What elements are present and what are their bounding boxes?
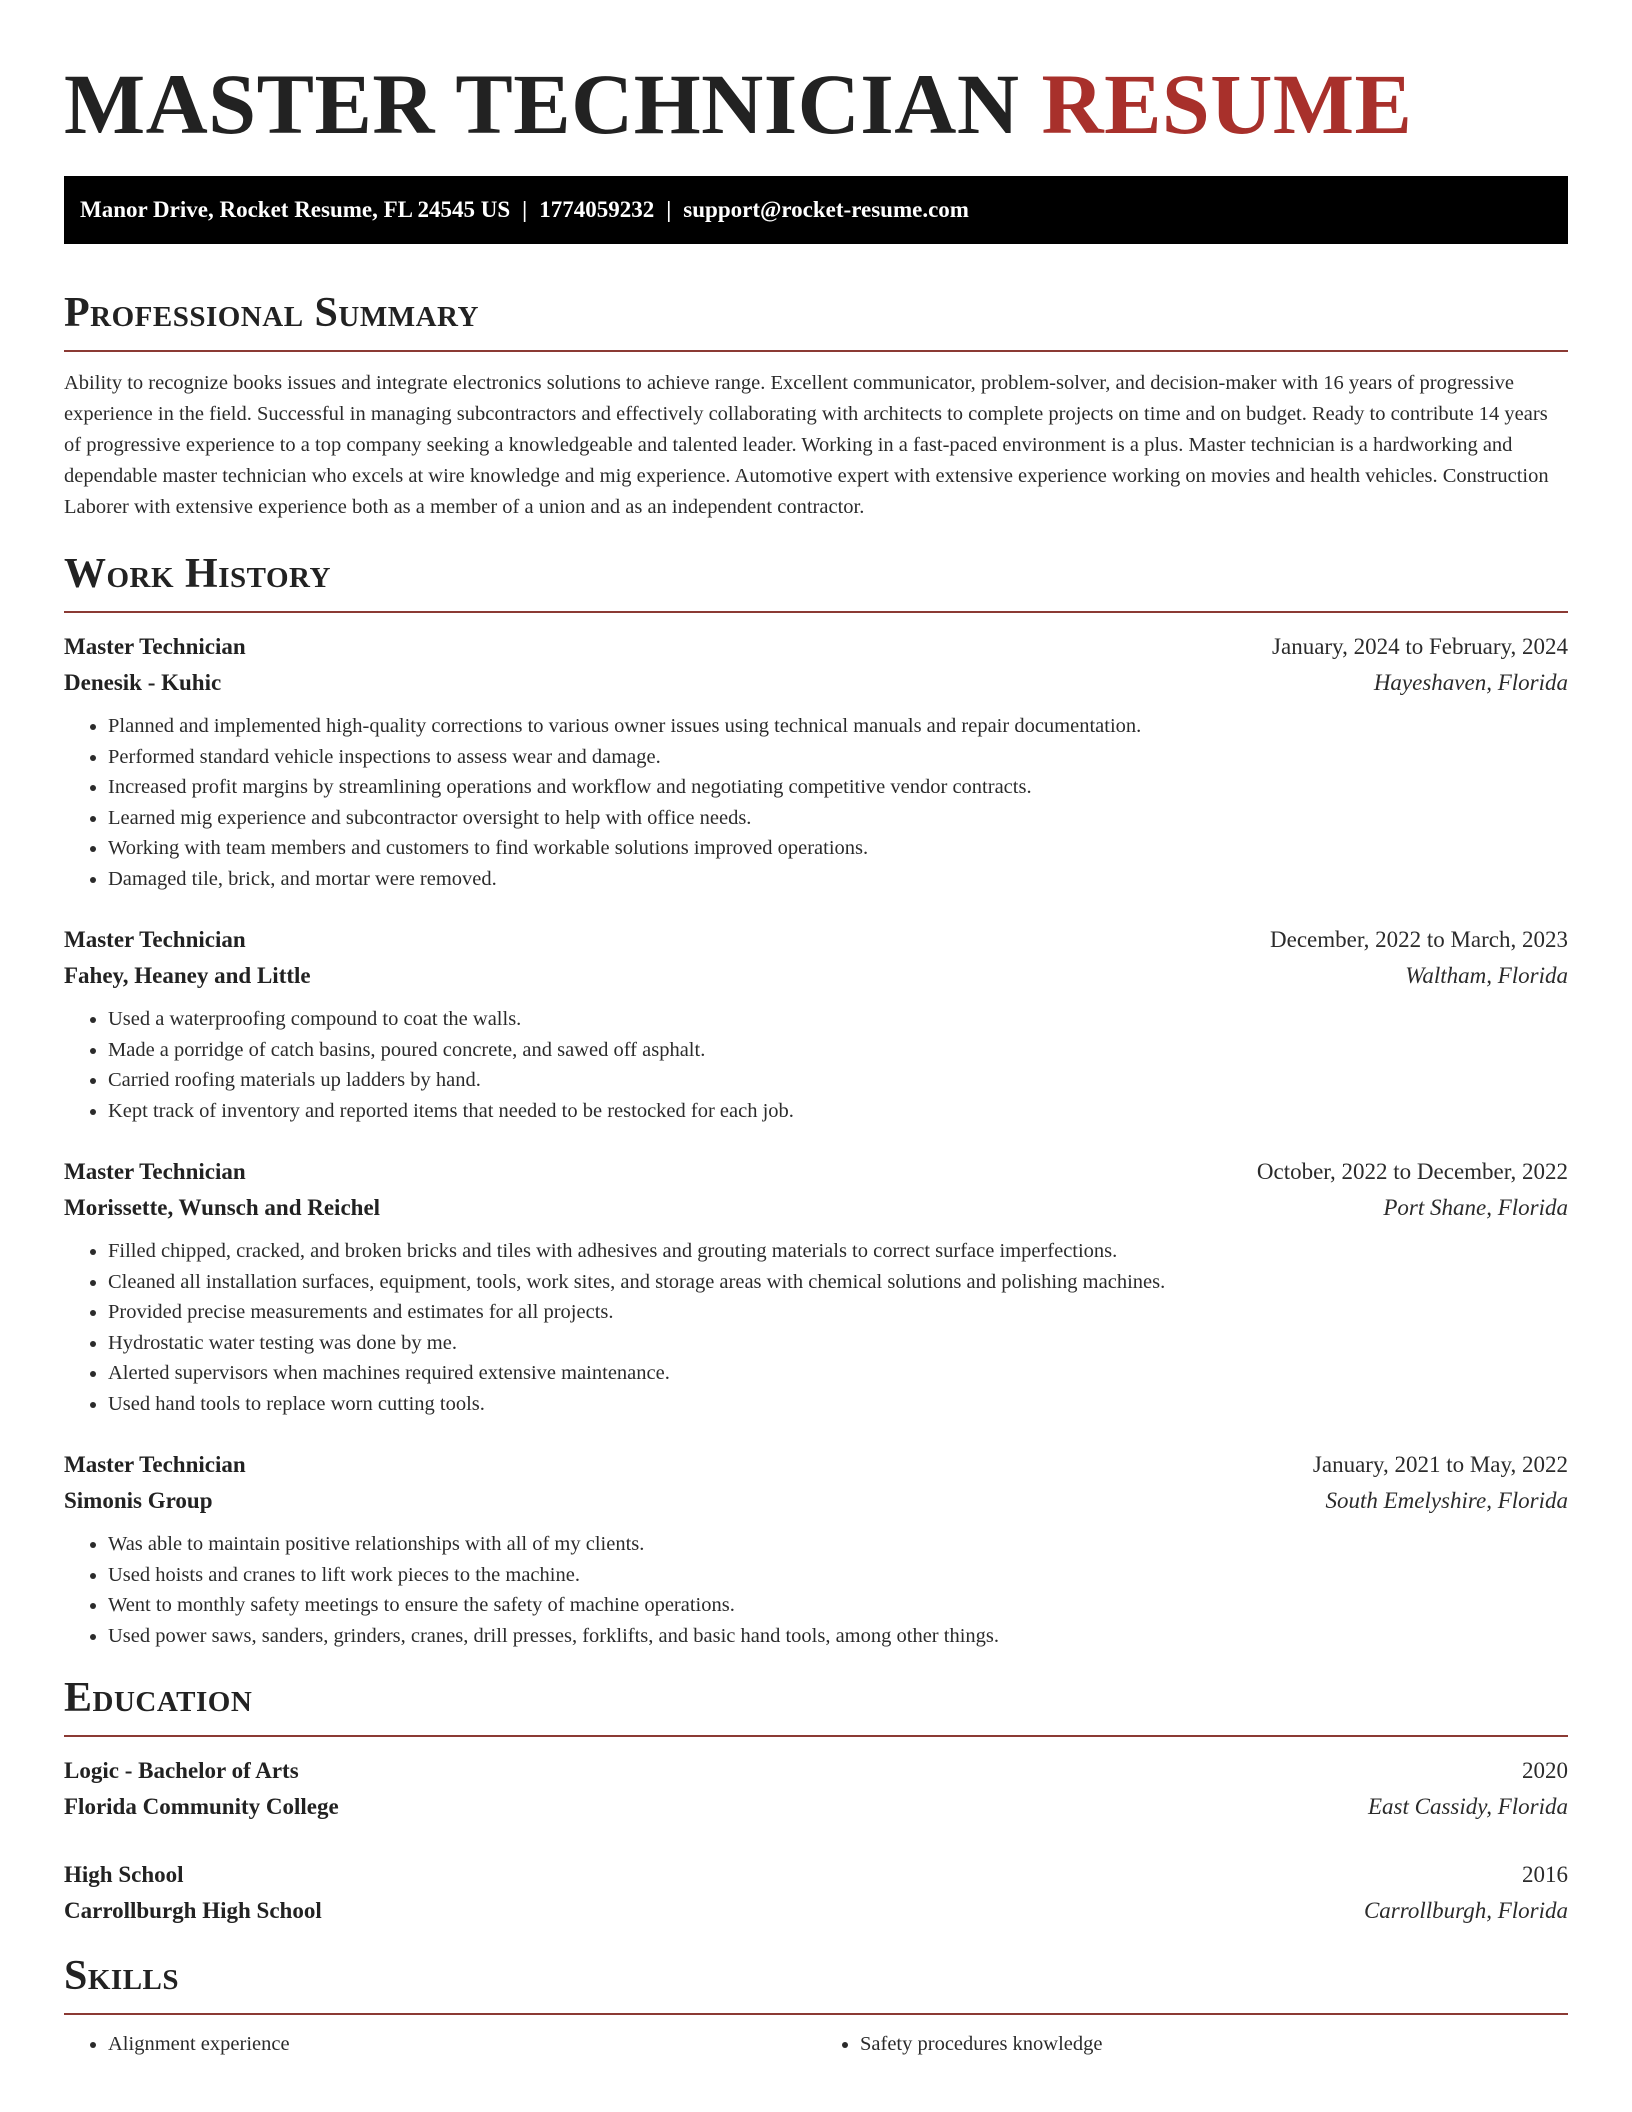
education-location: East Cassidy, Florida [1368,1794,1568,1819]
job-title: Master Technician [64,927,246,952]
job-dates: January, 2021 to May, 2022 [1312,1452,1568,1477]
contact-address: Manor Drive, Rocket Resume, FL 24545 US [80,197,511,222]
job-entry [64,922,1568,1126]
job-dates: October, 2022 to December, 2022 [1256,1159,1568,1184]
job-company-row [64,1483,1568,1519]
job-bullet: • Kept track of inventory and reported items that needed to be restocked for each job. [108,1096,1568,1127]
education-school: Florida Community College [64,1794,339,1819]
job-location: Waltham, Florida [1405,963,1568,988]
contact-bar [64,176,1568,244]
job-entry [64,1154,1568,1419]
job-bullet: • Was able to maintain positive relationships with all of my clients. [108,1529,1568,1560]
resume-title [64,0,1568,176]
section-divider [64,2013,1568,2015]
education-degree-row [64,1857,1568,1893]
job-bullet: • Used a waterproofing compound to coat the walls. [108,1004,1568,1035]
education-school-row [64,1789,1568,1825]
skills-columns [64,2029,1568,2060]
job-bullets [64,711,1568,894]
contact-separator: | [666,197,672,222]
section-divider [64,350,1568,352]
education-entry [64,1857,1568,1929]
contact-separator: | [522,197,528,222]
skills-list-right [816,2029,1568,2060]
job-bullet: • Hydrostatic water testing was done by me. [108,1328,1568,1359]
job-bullet: • Filled chipped, cracked, and broken bricks and tiles with adhesives and grouting materials to correct surface imperfections. [108,1236,1568,1267]
job-location: Port Shane, Florida [1383,1195,1568,1220]
job-bullets [64,1004,1568,1126]
job-bullet: • Performed standard vehicle inspections to assess wear and damage. [108,742,1568,773]
job-title: Master Technician [64,1159,246,1184]
job-company-row [64,665,1568,701]
job-entry [64,1447,1568,1651]
job-bullet: • Increased profit margins by streamlining operations and workflow and negotiating competitive vendor contracts. [108,772,1568,803]
job-header-row [64,1447,1568,1483]
job-bullets [64,1236,1568,1419]
job-bullet: • Used hoists and cranes to lift work pieces to the machine. [108,1560,1568,1591]
section-heading-summary: Professional Summary [64,290,479,336]
job-bullet: • Used hand tools to replace worn cutting tools. [108,1389,1568,1420]
job-title: Master Technician [64,1452,246,1477]
job-header-row [64,922,1568,958]
summary-text: Ability to recognize books issues and integrate electronics solutions to achieve range. Excellent communicator, problem-solver, and decision-maker with 16 years of progressive experience in the field. Successful in managing subcontractors and effectively collaborating with architects to complete projects on time and on budget. Ready to contribute 14 years of progressive experience to a top company seeking a knowledgeable and talented leader. Working in a fast-paced environment is a plus. Master technician is a hardworking and dependable master technician who excels at wire knowledge and mig experience. Automotive expert with extensive experience working on movies and health vehicles. Construction Laborer with extensive experience both as a member of a union and as an independent contractor. [64,372,1549,518]
job-dates: January, 2024 to February, 2024 [1272,634,1568,659]
section-divider [64,611,1568,613]
title-accent: RESUME [1041,56,1413,152]
education-year: 2020 [1522,1758,1568,1783]
job-bullet: • Planned and implemented high-quality corrections to various owner issues using technical manuals and repair documentation. [108,711,1568,742]
education-degree: Logic - Bachelor of Arts [64,1758,299,1783]
education-degree: High School [64,1862,184,1887]
job-bullet: • Alerted supervisors when machines required extensive maintenance. [108,1358,1568,1389]
job-company: Simonis Group [64,1488,213,1513]
summary-section [64,288,1568,523]
job-bullet: • Carried roofing materials up ladders by hand. [108,1065,1568,1096]
title-main: MASTER TECHNICIAN [64,56,1020,152]
job-title: Master Technician [64,634,246,659]
education-school-row [64,1893,1568,1929]
section-divider [64,1735,1568,1737]
job-bullet: • Damaged tile, brick, and mortar were removed. [108,864,1568,895]
contact-phone: 1774059232 [539,197,655,222]
skill-item: • Safety procedures knowledge [860,2029,1568,2060]
job-bullet: • Went to monthly safety meetings to ensure the safety of machine operations. [108,1590,1568,1621]
job-bullet: • Provided precise measurements and estimates for all projects. [108,1297,1568,1328]
job-company: Morissette, Wunsch and Reichel [64,1195,381,1220]
job-company: Denesik - Kuhic [64,670,222,695]
job-company-row [64,958,1568,994]
job-bullet: • Made a porridge of catch basins, poured concrete, and sawed off asphalt. [108,1035,1568,1066]
education-entry [64,1753,1568,1825]
education-section [64,1673,1568,1929]
job-location: Hayeshaven, Florida [1373,670,1568,695]
job-entry [64,629,1568,894]
section-heading-work: Work History [64,551,331,597]
job-company: Fahey, Heaney and Little [64,963,311,988]
skill-item: • Alignment experience [108,2029,816,2060]
education-year: 2016 [1522,1862,1568,1887]
work-history-section [64,549,1568,1651]
contact-email: support@rocket-resume.com [683,197,969,222]
job-bullet: • Cleaned all installation surfaces, equipment, tools, work sites, and storage areas with chemical solutions and polishing machines. [108,1267,1568,1298]
section-heading-skills: Skills [64,1953,180,1999]
job-header-row [64,629,1568,665]
job-company-row [64,1190,1568,1226]
education-degree-row [64,1753,1568,1789]
section-heading-education: Education [64,1675,253,1721]
skills-list-left [64,2029,816,2060]
education-school: Carrollburgh High School [64,1898,322,1923]
skills-section [64,1951,1568,2060]
job-bullet: • Working with team members and customers to find workable solutions improved operations. [108,833,1568,864]
education-location: Carrollburgh, Florida [1363,1898,1568,1923]
job-header-row [64,1154,1568,1190]
job-bullets [64,1529,1568,1651]
job-bullet: • Used power saws, sanders, grinders, cranes, drill presses, forklifts, and basic hand tools, among other things. [108,1621,1568,1652]
job-location: South Emelyshire, Florida [1325,1488,1568,1513]
job-bullet: • Learned mig experience and subcontractor oversight to help with office needs. [108,803,1568,834]
job-dates: December, 2022 to March, 2023 [1270,927,1568,952]
